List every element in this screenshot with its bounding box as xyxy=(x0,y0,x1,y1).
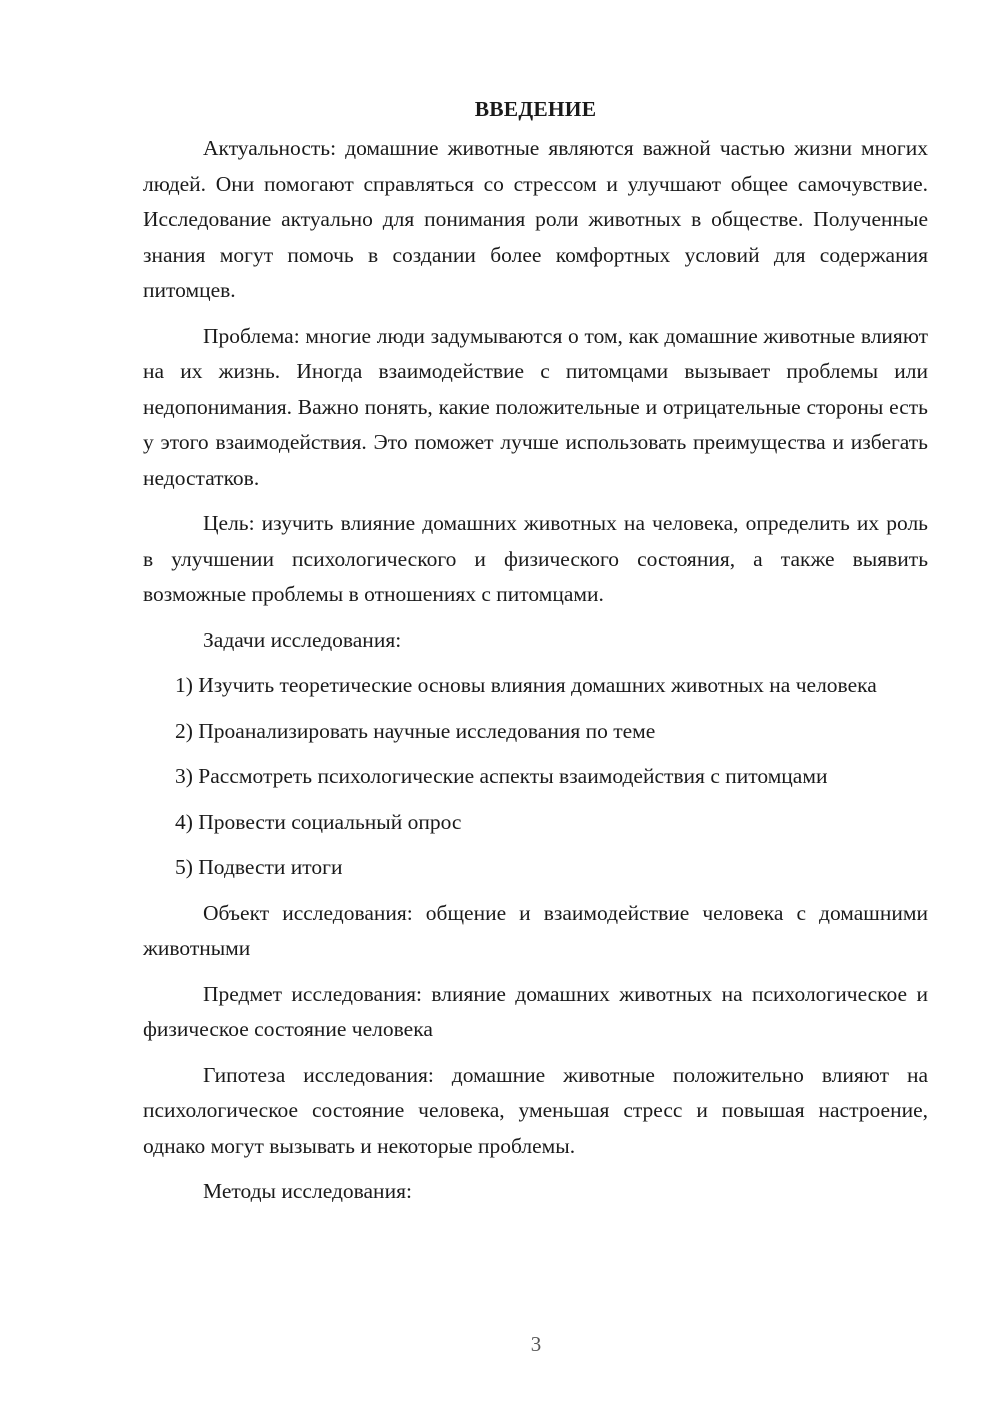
subject-paragraph: Предмет исследования: влияние домашних животных на психологическое и физическое состояние человека xyxy=(143,981,928,1041)
methods-heading: Методы исследования: xyxy=(203,1179,412,1203)
task-item-4: 4) Провести социальный опрос xyxy=(175,809,462,834)
page-title: ВВЕДЕНИЕ xyxy=(474,97,597,121)
relevance-paragraph: Актуальность: домашние животные являются важной частью жизни многих людей. Они помогают справляться со стрессом и улучшают общее самочувствие. Исследование актуально для понимания роли животных в обществе. Полученные знания могут помочь в создании более комфортных условий для содержания питомцев. xyxy=(143,136,928,302)
task-item-2: 2) Проанализировать научные исследования по теме xyxy=(175,718,656,743)
hypothesis-paragraph: Гипотеза исследования: домашние животные положительно влияют на психологическое состояние человека, уменьшая стресс и повышая настроение, однако могут вызывать и некоторые проблемы. xyxy=(143,1062,928,1158)
problem-paragraph: Проблема: многие люди задумываются о том, как домашние животные влияют на их жизнь. Иногда взаимодействие с питомцами вызывает проблемы или недопонимания. Важно понять, какие положительные и отрицательные стороны есть у этого взаимодействия. Это поможет лучше использовать преимущества и избегать недостатков. xyxy=(143,323,928,490)
page-number: 3 xyxy=(530,1332,542,1356)
task-item-5: 5) Подвести итоги xyxy=(175,855,343,879)
task-item-1: 1) Изучить теоретические основы влияния домашних животных на человека xyxy=(175,673,877,697)
goal-paragraph: Цель: изучить влияние домашних животных на человека, определить их роль в улучшении психологического и физического состояния, а также выявить возможные проблемы в отношениях с питомцами. xyxy=(143,511,928,606)
page-content xyxy=(143,92,928,1220)
tasks-heading: Задачи исследования: xyxy=(203,627,402,652)
object-paragraph: Объект исследования: общение и взаимодействие человека с домашними животными xyxy=(143,900,928,960)
task-item-3: 3) Рассмотреть психологические аспекты взаимодействия с питомцами xyxy=(175,764,828,788)
